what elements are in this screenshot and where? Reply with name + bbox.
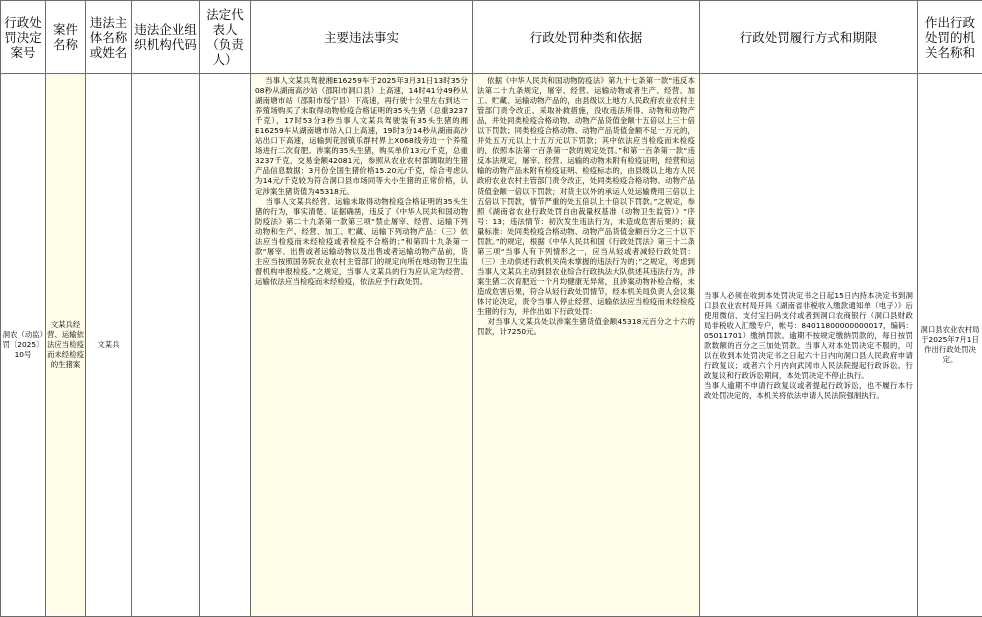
header-facts: 主要违法事实 <box>251 1 473 74</box>
header-legal-rep: 法定代表人（负责人） <box>200 1 251 74</box>
header-authority: 作出行政处罚的机关名称和 <box>918 1 982 74</box>
header-case-name: 案件名称 <box>46 1 86 74</box>
header-decision-no: 行政处罚决定案号 <box>1 1 46 74</box>
facts-text: 当事人文某兵驾驶湘E16259车于2025年3月31日13时35分08秒从湖南高沙站（邵阳市洞口县）上高速，14时41分49秒从湖南塘市站（邵阳市绥宁县）下高速，再行驶十公里左右到达一养殖场购买了未取得动物检疫合格证明的35头生猪（总重3237千克），17时53分3秒当事人文某兵驾驶装有35头生猪的湘E16259车从湖南塘市站入口上高速，19时3分14秒从湖南高沙站出口下高速，运输到花园镇乐群村界上X068线旁边一个养殖场进行二次育肥。涉案的35头生猪，购买单价13元/千克，总重3237千克，交易金额42081元，参照从农业农村部调取的生猪产品信息数据：3月份全国生猪价格15.20元/千克，综合考虑认为14元/千克较为符合洞口县市场同等大小生猪的正常价格，认定涉案生猪货值为45318元。 当事人文某兵经营、运输未取得动物检疫合格证明的35头生猪的行为，事实清楚、证据确凿，违反了《中华人民共和国动物防疫法》第二十九条第一款第三项“禁止屠宰、经营、运输下列动物和生产、经营、加工、贮藏、运输下列动物产品：（三）依法应当检疫而未经检疫或者检疫不合格的；”和第四十九条第一款“屠宰、出售或者运输动物以及出售或者运输动物产品前，货主应当按照国务院农业农村主管部门的规定向所在地动物卫生监督机构申报检疫。”之规定，当事人文某兵的行为应认定为经营、运输依法应当检疫而未经检疫，依法应予行政处罚。 <box>255 76 468 286</box>
cell-org-code <box>132 74 200 617</box>
table-row <box>1 74 982 617</box>
header-penalty-type: 行政处罚种类和依据 <box>473 1 700 74</box>
cell-penalty-type <box>473 74 700 617</box>
cell-execution <box>700 74 918 617</box>
cell-facts <box>251 74 473 617</box>
execution-text: 当事人必须在收到本处罚决定书之日起15日内持本决定书到洞口县农业农村局开具《湖南省非税收入缴款通知单（电子）》后使用微信、支付宝扫码支付或者到洞口农商银行（洞口县财政局非税收入汇缴专户，帐号：84011800000000017，编码：05011701）缴纳罚款。逾期不按规定缴纳罚款的，每日按罚款数额的百分之三加处罚款。当事人对本处罚决定不服的，可以在收到本处罚决定书之日起六十日内向洞口县人民政府申请行政复议；或者六个月内向武冈市人民法院提起行政诉讼。行政复议和行政诉讼期间，本处罚决定不停止执行。 当事人逾期不申请行政复议或者提起行政诉讼，也不履行本行政处罚决定的，本机关将依法申请人民法院强制执行。 <box>704 290 913 401</box>
header-row <box>1 1 982 74</box>
header-org-code: 违法企业组织机构代码 <box>132 1 200 74</box>
header-execution: 行政处罚履行方式和期限 <box>700 1 918 74</box>
cell-authority: 洞口县农业农村局于2025年7月1日作出行政处罚决定。 <box>918 74 982 617</box>
penalty-type-text: 依据《中华人民共和国动物防疫法》第九十七条第一款“违反本法第二十九条规定，屠宰、经营、运输动物或者生产、经营、加工、贮藏、运输动物产品的，由县级以上地方人民政府农业农村主管部门责令改正、采取补救措施，没收违法所得、动物和动物产品，并处同类检疫合格动物、动物产品货值金额十五倍以上三十倍以下罚款；同类检疫合格动物、动物产品货值金额不足一万元的，并处五万元以上十五万元以下罚款；其中依法应当检疫而未检疫的，依照本法第一百条第一款的规定处罚。”和第一百条第一款“违反本法规定，屠宰、经营、运输的动物未附有检疫证明，经营和运输的动物产品未附有检疫证明、检疫标志的，由县级以上地方人民政府农业农村主管部门责令改正，处同类检疫合格动物、动物产品货值金额一倍以下罚款；对货主以外的承运人处运输费用三倍以上五倍以下罚款，情节严重的处五倍以上十倍以下罚款。”之规定，参照《湖南省农业行政处罚自由裁量权基准（动物卫生监管）》“序号：13；违法情节：初次发生违法行为，未造成危害后果的；裁量标准：处同类检疫合格动物、动物产品货值金额百分之三十以下罚款。”的规定，根据《中华人民共和国《行政处罚法》第三十二条第三项“当事人有下列情形之一，应当从轻或者减轻行政处罚：（三）主动供述行政机关尚未掌握的违法行为的；”之规定，考虑到当事人文某兵主动到县农业综合行政执法大队供述其违法行为，涉案生猪二次育肥近一个月均健康无异常，且涉案动物补检合格，未造成危害后果，符合从轻行政处罚情节，经本机关局负责人会议集体讨论决定，责令当事人停止经营、运输依法应当检疫而未经检疫生猪的行为，并作出如下行政处罚： 对当事人文某兵处以涉案生猪货值金额45318元百分之十六的罚款，计7250元。 <box>477 76 695 337</box>
cell-legal-rep <box>200 74 251 617</box>
cell-decision-no: 洞农（动监）罚〔2025〕10号 <box>1 74 46 617</box>
cell-subject-name: 文某兵 <box>86 74 132 617</box>
header-subject-name: 违法主体名称或姓名 <box>86 1 132 74</box>
cell-case-name: 文某兵经营、运输依法应当检疫而未经检疫的生猪案 <box>46 74 86 617</box>
